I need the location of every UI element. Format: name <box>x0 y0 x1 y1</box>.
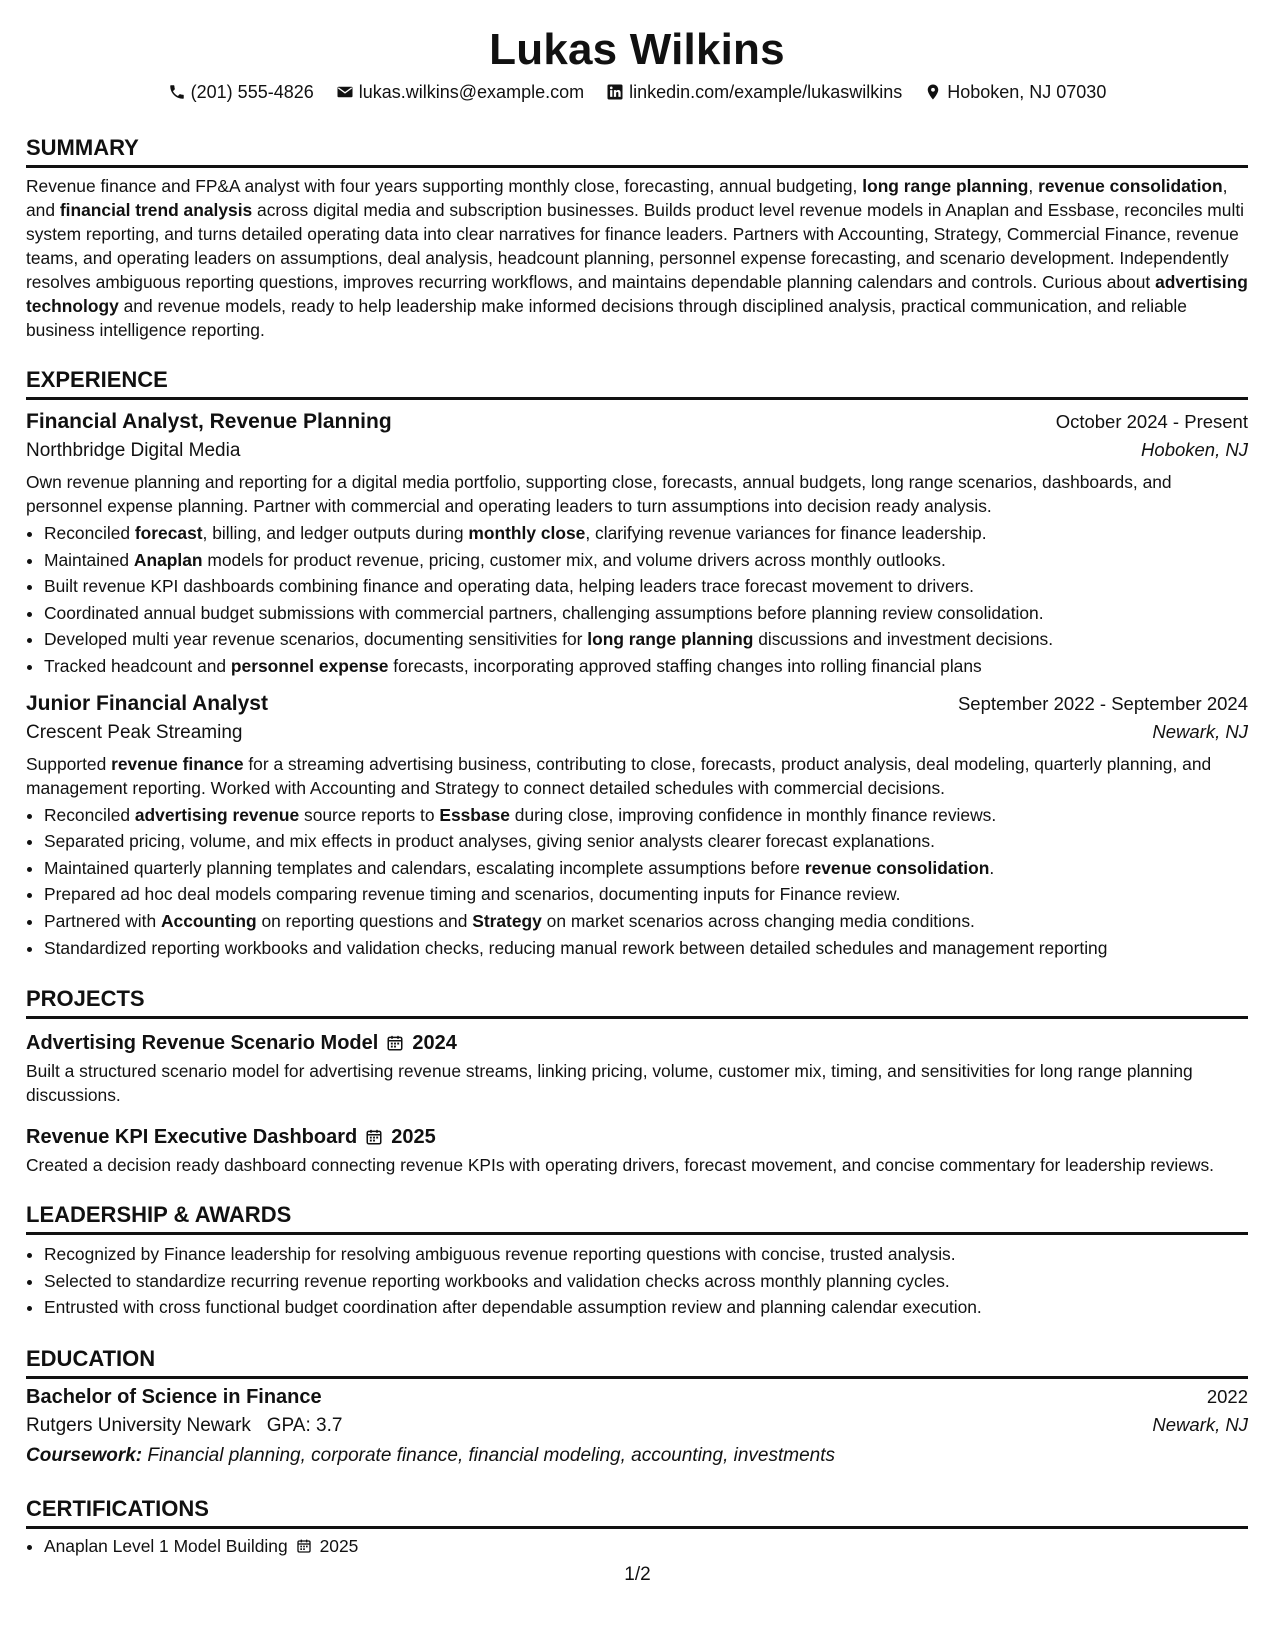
project-description: Built a structured scenario model for advertising revenue streams, linking pricing, volume, customer mix, timing, and sensitivities for long range planning discussions. <box>26 1061 1193 1106</box>
certification-year: 2025 <box>319 1535 359 1556</box>
list-item: • Separated pricing, volume, and mix effects in product analyses, giving senior analysts clearer forecast explanations. <box>44 828 1248 855</box>
section-title-experience: EXPERIENCE <box>26 366 1248 400</box>
calendar-icon <box>386 1034 404 1052</box>
envelope-icon <box>336 83 354 101</box>
list-item: • Standardized reporting workbooks and validation checks, reducing manual rework between detailed schedules and management reporting <box>44 935 1248 962</box>
gpa: GPA: 3.7 <box>266 1414 343 1436</box>
list-item: • Maintained quarterly planning templates and calendars, escalating incomplete assumptions before revenue consolidation. <box>44 855 1248 882</box>
leadership-bullets <box>26 1241 1248 1321</box>
job-intro: Own revenue planning and reporting for a digital media portfolio, supporting close, forecasts, annual budgets, long range scenarios, dashboards, and personnel expense planning. Partner with commercial and operating leaders to turn assumptions into decision ready analysis. <box>26 472 1172 516</box>
project-description: Created a decision ready dashboard connecting revenue KPIs with operating drivers, forecast movement, and concise commentary for leadership reviews. <box>26 1155 1215 1176</box>
resume-page <box>26 0 1248 1560</box>
list-item: • Partnered with Accounting on reporting questions and Strategy on market scenarios across changing media conditions. <box>44 908 1248 935</box>
contact-linkedin[interactable] <box>606 80 902 104</box>
project-year: 2025 <box>391 1126 436 1149</box>
coursework-line <box>26 1441 1248 1471</box>
list-item: • Built revenue KPI dashboards combining finance and operating data, helping leaders trace forecast movement to drivers. <box>44 573 1248 600</box>
job-bullets <box>26 802 1248 962</box>
contact-phone[interactable] <box>168 80 314 104</box>
section-title-education: EDUCATION <box>26 1345 1248 1379</box>
job-title: Financial Analyst, Revenue Planning <box>26 410 392 433</box>
list-item: • Tracked headcount and personnel expense forecasts, incorporating approved staffing changes into rolling financial plans <box>44 653 1248 680</box>
list-item: • Maintained Anaplan models for product revenue, pricing, customer mix, and volume drivers across monthly outlooks. <box>44 547 1248 574</box>
map-pin-icon <box>924 83 942 101</box>
project-title: Revenue KPI Executive Dashboard <box>26 1126 358 1149</box>
list-item: • Recognized by Finance leadership for resolving ambiguous revenue reporting questions with concise, trusted analysis. <box>44 1241 1248 1268</box>
list-item: • Reconciled forecast, billing, and ledger outputs during monthly close, clarifying revenue variances for finance leadership. <box>44 520 1248 547</box>
contact-bar <box>26 80 1248 104</box>
project-entry-1 <box>26 1019 1248 1107</box>
contact-location <box>924 80 1106 104</box>
list-item: • Entrusted with cross functional budget coordination after dependable assumption review and planning calendar execution. <box>44 1294 1248 1321</box>
phone-icon <box>168 83 186 101</box>
phone-number: (201) 555-4826 <box>190 82 314 102</box>
location-text: Hoboken, NJ 07030 <box>947 82 1107 102</box>
degree-title: Bachelor of Science in Finance <box>26 1385 322 1408</box>
coursework-label: Coursework: <box>26 1444 143 1466</box>
coursework-list: Financial planning, corporate finance, financial modeling, accounting, investments <box>147 1444 835 1466</box>
project-entry-2 <box>26 1113 1248 1177</box>
job-bullets <box>26 520 1248 680</box>
job-location: Newark, NJ <box>1152 720 1248 742</box>
list-item: • Developed multi year revenue scenarios, documenting sensitivities for long range planning discussions and investment decisions. <box>44 626 1248 653</box>
certification-bullets <box>26 1533 1248 1560</box>
calendar-icon <box>296 1538 312 1554</box>
email-address: lukas.wilkins@example.com <box>358 82 585 102</box>
job-intro: Supported revenue finance for a streaming advertising business, contributing to close, forecasts, product analysis, deal modeling, quarterly planning, and management reporting. Worked with Accounting and Strategy to connect detailed schedules with commercial decisions. <box>26 753 1212 798</box>
list-item: • Reconciled advertising revenue source reports to Essbase during close, improving confidence in monthly finance reviews. <box>44 802 1248 829</box>
project-year: 2024 <box>412 1032 457 1055</box>
section-title-certifications: CERTIFICATIONS <box>26 1495 1248 1529</box>
list-item <box>44 1533 1248 1560</box>
page-number: 1/2 <box>624 1564 651 1585</box>
job-entry-2 <box>26 690 1248 962</box>
linkedin-url: linkedin.com/example/lukaswilkins <box>629 82 903 102</box>
summary-text: Revenue finance and FP&A analyst with four years supporting monthly close, forecasting, annual budgeting, long range planning, revenue consolidation, and financial trend analysis across digital media and subscription businesses. Builds product level revenue models in Anaplan and Essbase, reconciles multi system reporting, and turns detailed operating data into clear narratives for finance leaders. Partners with Accounting, Strategy, Commercial Finance, revenue teams, and operating leaders on assumptions, deal analysis, headcount planning, personnel expense forecasting, and scenario development. Independently resolves ambiguous reporting questions, improves recurring workflows, and maintains dependable planning calendars and controls. Curious about advertising technology and revenue models, ready to help leadership make informed decisions through disciplined analysis, practical communication, and reliable business intelligence reporting. <box>26 176 1248 340</box>
job-title: Junior Financial Analyst <box>26 691 268 715</box>
job-location: Hoboken, NJ <box>1141 439 1248 460</box>
linkedin-icon <box>606 83 624 101</box>
list-item: • Prepared ad hoc deal models comparing revenue timing and scenarios, documenting inputs for Finance review. <box>44 881 1248 908</box>
job-company: Crescent Peak Streaming <box>26 721 243 743</box>
certification-name: • Anaplan Level 1 Model Building <box>44 1535 288 1556</box>
job-dates: September 2022 - September 2024 <box>957 692 1248 714</box>
list-item: • Coordinated annual budget submissions with commercial partners, challenging assumptions before planning review consolidation. <box>44 600 1248 627</box>
job-company: Northbridge Digital Media <box>26 440 241 461</box>
education-entry <box>26 1383 1248 1471</box>
list-item: • Selected to standardize recurring revenue reporting workbooks and validation checks across monthly planning cycles. <box>44 1268 1248 1295</box>
school-location: Newark, NJ <box>1152 1413 1248 1435</box>
candidate-name: Lukas Wilkins <box>489 25 785 74</box>
job-entry-1 <box>26 408 1248 680</box>
job-dates: October 2024 - Present <box>1055 411 1248 432</box>
contact-email[interactable] <box>336 80 584 104</box>
section-title-projects: PROJECTS <box>26 985 1248 1019</box>
graduation-year: 2022 <box>1206 1385 1248 1407</box>
calendar-icon <box>365 1128 383 1146</box>
school-name: Rutgers University Newark <box>26 1414 251 1436</box>
section-title-leadership: LEADERSHIP & AWARDS <box>26 1201 1248 1235</box>
project-title: Advertising Revenue Scenario Model <box>26 1032 379 1055</box>
section-title-summary: SUMMARY <box>26 134 1248 168</box>
